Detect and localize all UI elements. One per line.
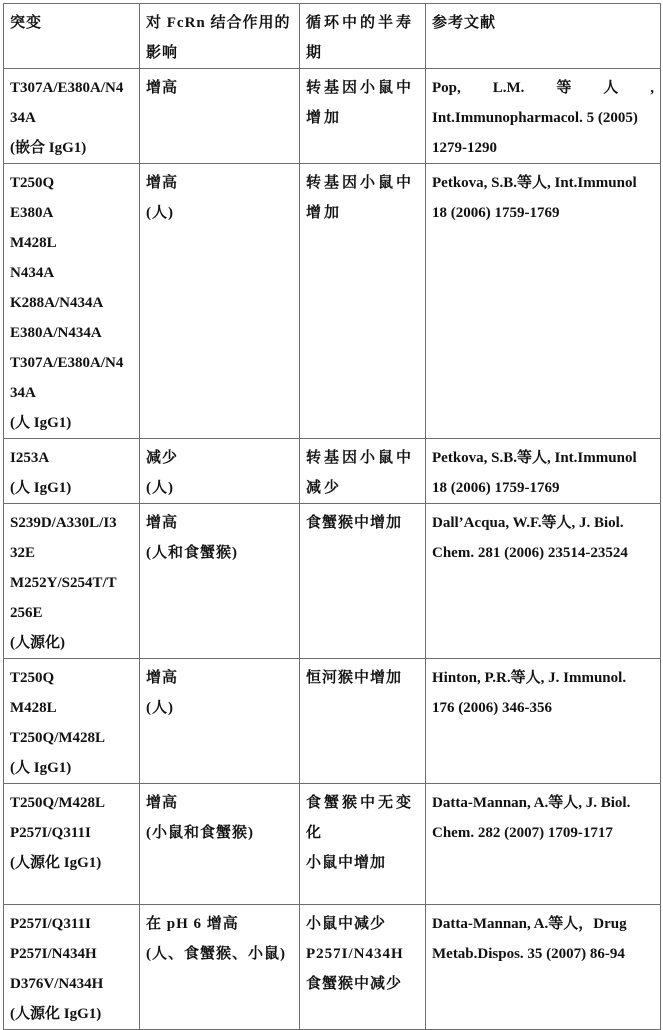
reference-line: Petkova, S.B.等人, Int.Immunol (432, 450, 637, 466)
half-life-line: 转基因小鼠中 (306, 175, 415, 191)
mutation-line: 256E (10, 605, 43, 621)
mutation-line: T250Q/M428L (10, 795, 106, 811)
reference-etal-1: 等 (556, 80, 572, 96)
header-mutation (4, 4, 140, 69)
half-life-line: 恒河猴中增加 (306, 670, 403, 686)
mutation-line: (嵌合 IgG1) (10, 140, 87, 156)
half-life-line: 食蟹猴中减少 (306, 976, 403, 992)
half-life-line: 食蟹猴中增加 (306, 515, 403, 531)
mutation-line: S239D/A330L/I3 (10, 515, 117, 531)
fcrn-effect-line: (人和食蟹猴) (146, 545, 238, 561)
reference-line: Datta-Mannan, A.等人, J. Biol. (432, 795, 631, 811)
cell-half-life (300, 69, 426, 164)
mutation-line: (人源化 IgG1) (10, 855, 102, 871)
mutation-line: (人 IgG1) (10, 480, 72, 496)
fcrn-effect-line: 在 pH 6 增高 (146, 916, 239, 932)
cell-fcrn-effect (140, 504, 300, 659)
table-row (4, 439, 661, 504)
reference-line: Metab.Dispos. 35 (2007) 86-94 (432, 946, 625, 962)
header-half-life (300, 4, 426, 69)
fcrn-effect-line: 增高 (146, 795, 179, 811)
mutation-line: N434A (10, 265, 55, 281)
header-fcrn-effect-line-2: 影响 (146, 45, 179, 61)
cell-fcrn-effect (140, 905, 300, 1030)
cell-mutation (4, 504, 140, 659)
fcrn-effect-line: 增高 (146, 175, 179, 191)
reference-line-justified (432, 73, 654, 103)
mutation-line: 32E (10, 545, 36, 561)
mutation-line: 34A (10, 110, 36, 126)
cell-half-life (300, 784, 426, 905)
fcrn-effect-line: 减少 (146, 450, 179, 466)
mutation-line: E380A/N434A (10, 325, 102, 341)
table-row (4, 905, 661, 1030)
half-life-line: 化 (306, 825, 325, 841)
cell-reference (426, 69, 661, 164)
mutation-line: T250Q/M428L (10, 730, 106, 746)
mutation-line: I253A (10, 450, 50, 466)
mutation-line: T307A/E380A/N4 (10, 80, 124, 96)
header-half-life-line-2: 期 (306, 45, 325, 61)
reference-line: 176 (2006) 346-356 (432, 700, 552, 716)
fcrn-mutation-table (3, 3, 661, 1030)
cell-fcrn-effect (140, 784, 300, 905)
cell-reference (426, 164, 661, 439)
cell-half-life (300, 439, 426, 504)
cell-half-life (300, 659, 426, 784)
reference-etal-2: 人 (603, 80, 619, 96)
mutation-line: M428L (10, 700, 57, 716)
cell-half-life (300, 504, 426, 659)
cell-reference (426, 659, 661, 784)
table-row (4, 69, 661, 164)
half-life-line: 减少 (306, 480, 343, 496)
cell-reference (426, 439, 661, 504)
mutation-line: D376V/N434H (10, 976, 104, 992)
reference-line: Chem. 282 (2007) 1709-1717 (432, 825, 613, 841)
cell-reference (426, 504, 661, 659)
mutation-line: M428L (10, 235, 57, 251)
mutation-line: P257I/Q311I (10, 916, 91, 932)
cell-reference (426, 784, 661, 905)
fcrn-effect-line: (小鼠和食蟹猴) (146, 825, 254, 841)
reference-line: Hinton, P.R.等人, J. Immunol. (432, 670, 627, 686)
fcrn-effect-line: (人) (146, 205, 174, 221)
mutation-line: (人源化 IgG1) (10, 1006, 102, 1022)
mutation-line: P257I/N434H (10, 946, 97, 962)
header-half-life-line-1: 循环中的半寿 (306, 15, 415, 31)
header-mutation-text: 突变 (10, 15, 43, 31)
reference-comma: , (650, 80, 654, 96)
mutation-line: (人 IgG1) (10, 760, 72, 776)
half-life-line: 食蟹猴中无变 (306, 795, 415, 811)
reference-initials: L.M. (492, 80, 525, 96)
mutation-line: M252Y/S254T/T (10, 575, 117, 591)
reference-author: Pop, (432, 80, 461, 96)
half-life-line: 增加 (306, 205, 343, 221)
mutation-line: E380A (10, 205, 54, 221)
header-fcrn-effect (140, 4, 300, 69)
header-reference (426, 4, 661, 69)
header-fcrn-effect-line-1: 对 FcRn 结合作用的 (146, 15, 291, 31)
fcrn-effect-line: (人) (146, 480, 174, 496)
fcrn-effect-line: 增高 (146, 515, 179, 531)
half-life-line: P257I/N434H (306, 946, 404, 962)
mutation-line: T307A/E380A/N4 (10, 355, 124, 371)
reference-line: Petkova, S.B.等人, Int.Immunol (432, 175, 637, 191)
cell-mutation (4, 905, 140, 1030)
reference-line: 1279-1290 (432, 140, 497, 156)
cell-mutation (4, 439, 140, 504)
fcrn-effect-line: 增高 (146, 670, 179, 686)
cell-mutation (4, 784, 140, 905)
mutation-line: P257I/Q311I (10, 825, 91, 841)
cell-mutation (4, 164, 140, 439)
cell-mutation (4, 69, 140, 164)
mutation-line: T250Q (10, 175, 55, 191)
cell-fcrn-effect (140, 659, 300, 784)
table-row (4, 504, 661, 659)
fcrn-effect-line: (人) (146, 700, 174, 716)
table-row (4, 784, 661, 905)
cell-reference (426, 905, 661, 1030)
mutation-line: (人源化) (10, 635, 65, 651)
cell-half-life (300, 905, 426, 1030)
table-row (4, 659, 661, 784)
half-life-line: 增加 (306, 110, 343, 126)
fcrn-effect-line: 增高 (146, 80, 179, 96)
reference-line: Dall’Acqua, W.F.等人, J. Biol. (432, 515, 624, 531)
header-row (4, 4, 661, 69)
cell-fcrn-effect (140, 439, 300, 504)
half-life-line: 转基因小鼠中 (306, 80, 415, 96)
half-life-line: 小鼠中减少 (306, 916, 387, 932)
table-row (4, 164, 661, 439)
reference-line: Datta-Mannan, A.等人，Drug (432, 916, 627, 932)
reference-line: Chem. 281 (2006) 23514-23524 (432, 545, 628, 561)
half-life-line: 小鼠中增加 (306, 855, 387, 871)
cell-mutation (4, 659, 140, 784)
half-life-line: 转基因小鼠中 (306, 450, 415, 466)
cell-half-life (300, 164, 426, 439)
reference-line: Int.Immunopharmacol. 5 (2005) (432, 110, 638, 126)
fcrn-effect-line: (人、食蟹猴、小鼠) (146, 946, 286, 962)
mutation-line: T250Q (10, 670, 55, 686)
header-reference-text: 参考文献 (432, 15, 497, 31)
cell-fcrn-effect (140, 69, 300, 164)
reference-line: 18 (2006) 1759-1769 (432, 205, 560, 221)
reference-line: 18 (2006) 1759-1769 (432, 480, 560, 496)
mutation-line: K288A/N434A (10, 295, 104, 311)
mutation-line: 34A (10, 385, 36, 401)
mutation-line: (人 IgG1) (10, 415, 72, 431)
cell-fcrn-effect (140, 164, 300, 439)
